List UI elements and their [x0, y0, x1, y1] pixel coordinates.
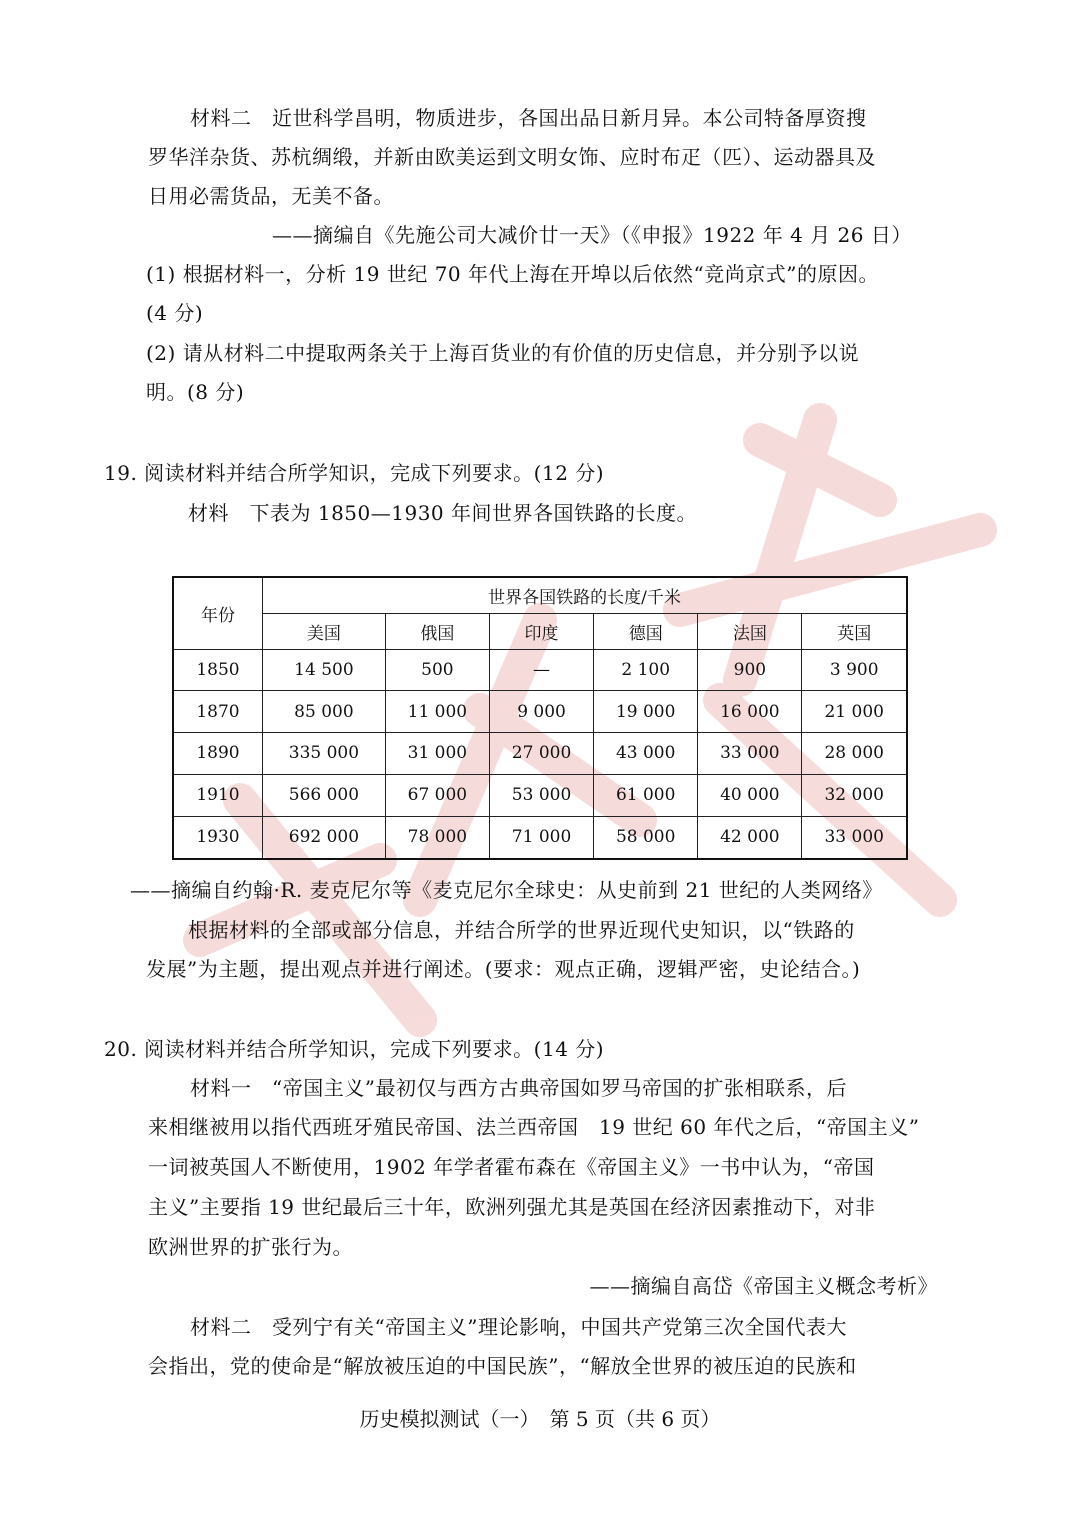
table-cell-year: 1930: [173, 816, 263, 859]
table-cell: 3 900: [802, 649, 907, 691]
q19-task-line2: 发展”为主题，提出观点并进行阐述。(要求：观点正确，逻辑严密，史论结合。): [146, 957, 861, 981]
table-row: [173, 649, 907, 691]
q20-material2-line2: 会指出，党的使命是“解放被压迫的中国民族”，“解放全世界的被压迫的民族和: [148, 1354, 857, 1378]
table-cell: 27 000: [489, 733, 593, 775]
table-cell: 58 000: [594, 816, 698, 859]
table-cell: 67 000: [385, 774, 489, 816]
table-cell: 33 000: [698, 733, 802, 775]
table-cell: 43 000: [594, 733, 698, 775]
table-cell: 71 000: [489, 816, 593, 859]
q19-task-line1: 根据材料的全部或部分信息，并结合所学的世界近现代史知识，以“铁路的: [188, 918, 855, 942]
table-header-year: 年份: [173, 577, 263, 649]
table-cell: 19 000: [594, 691, 698, 733]
table-cell: 85 000: [263, 691, 386, 733]
q20-material1-line3: 一词被英国人不断使用，1902 年学者霍布森在《帝国主义》一书中认为，“帝国: [148, 1155, 875, 1179]
q19-heading: 19. 阅读材料并结合所学知识，完成下列要求。(12 分): [104, 461, 605, 485]
table-cell: 21 000: [802, 691, 907, 733]
table-cell: 53 000: [489, 774, 593, 816]
table-header-country: 俄国: [385, 613, 489, 649]
table-cell: 14 500: [263, 649, 386, 691]
table-header-country: 印度: [489, 613, 593, 649]
q20-material1-line4: 主义”主要指 19 世纪最后三十年，欧洲列强尤其是英国在经济因素推动下，对非: [148, 1195, 876, 1219]
material2-line-1: 材料二 近世科学昌明，物质进步，各国出品日新月异。本公司特备厚资搜: [190, 106, 867, 130]
table-cell: 692 000: [263, 816, 386, 859]
table-cell: 500: [385, 649, 489, 691]
table-cell: 33 000: [802, 816, 907, 859]
table-row: [173, 733, 907, 775]
q18-part1-line2: (4 分): [146, 301, 204, 325]
q20-heading: 20. 阅读材料并结合所学知识，完成下列要求。(14 分): [104, 1037, 605, 1061]
table-cell: 40 000: [698, 774, 802, 816]
table-cell: 32 000: [802, 774, 907, 816]
table-header-country: 德国: [594, 613, 698, 649]
table-cell-year: 1890: [173, 733, 263, 775]
material2-line-3: 日用必需货品，无美不备。: [148, 184, 394, 208]
table-cell-year: 1870: [173, 691, 263, 733]
table-row: [173, 816, 907, 859]
table-cell: 31 000: [385, 733, 489, 775]
table-cell: 566 000: [263, 774, 386, 816]
table-cell: 42 000: [698, 816, 802, 859]
q20-material2-line1: 材料二 受列宁有关“帝国主义”理论影响，中国共产党第三次全国代表大: [190, 1315, 847, 1339]
table-cell-year: 1910: [173, 774, 263, 816]
table-cell: 900: [698, 649, 802, 691]
table-cell: 28 000: [802, 733, 907, 775]
table-cell: 61 000: [594, 774, 698, 816]
q19-source: ——摘编自约翰·R. 麦克尼尔等《麦克尼尔全球史：从史前到 21 世纪的人类网络》: [130, 878, 883, 902]
table-cell: 78 000: [385, 816, 489, 859]
q20-material1-line5: 欧洲世界的扩张行为。: [148, 1235, 353, 1259]
table-cell-year: 1850: [173, 649, 263, 691]
table-cell: 335 000: [263, 733, 386, 775]
q18-part1-line1: (1) 根据材料一，分析 19 世纪 70 年代上海在开埠以后依然“竞尚京式”的原因。: [146, 262, 879, 286]
table-header-country: 英国: [802, 613, 907, 649]
railway-length-table: [172, 576, 908, 860]
table-row: [173, 691, 907, 733]
table-header-country: 美国: [263, 613, 386, 649]
q19-material: 材料 下表为 1850—1930 年间世界各国铁路的长度。: [188, 501, 698, 525]
table-cell: 11 000: [385, 691, 489, 733]
table-header-country: 法国: [698, 613, 802, 649]
table-cell: 9 000: [489, 691, 593, 733]
q20-material1-line2: 来相继被用以指代西班牙殖民帝国、法兰西帝国 19 世纪 60 年代之后，“帝国主义”: [148, 1115, 920, 1139]
q20-material1-line1: 材料一 “帝国主义”最初仅与西方古典帝国如罗马帝国的扩张相联系，后: [190, 1076, 847, 1100]
q18-part2-line1: (2) 请从材料二中提取两条关于上海百货业的有价值的历史信息，并分别予以说: [146, 341, 860, 365]
material2-source: ——摘编自《先施公司大减价廿一天》（《申报》1922 年 4 月 26 日）: [272, 223, 912, 247]
table-cell: 16 000: [698, 691, 802, 733]
table-cell: —: [489, 649, 593, 691]
page-footer: 历史模拟测试（一） 第 5 页（共 6 页）: [359, 1407, 721, 1431]
table-row: [173, 774, 907, 816]
table-header-group: 世界各国铁路的长度/千米: [263, 577, 908, 613]
material2-line-2: 罗华洋杂货、苏杭绸缎，并新由欧美运到文明女饰、应时布疋（匹）、运动器具及: [148, 145, 876, 169]
q20-material1-source: ——摘编自高岱《帝国主义概念考析》: [589, 1274, 938, 1298]
q18-part2-line2: 明。(8 分): [146, 380, 245, 404]
table-cell: 2 100: [594, 649, 698, 691]
